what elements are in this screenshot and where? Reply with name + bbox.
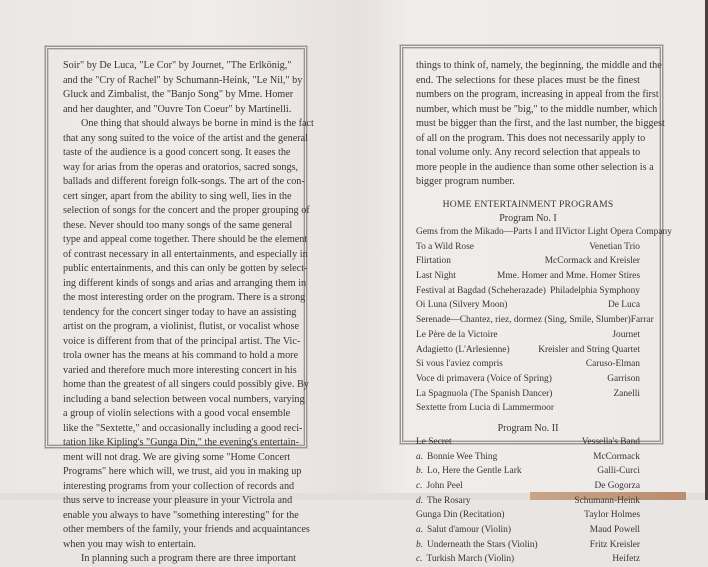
program-2-list [416, 435, 640, 567]
program-item-title-wrap [416, 343, 510, 358]
text-line: home than the greatest of all singers could possibly give. By [63, 379, 309, 390]
text-line: Soir" by De Luca, "Le Cor" by Journet, "The Erlkönig," [63, 60, 292, 71]
text-line: way for arias from the operas and oratorios, sacred songs, [63, 161, 299, 173]
program-item [416, 523, 640, 538]
program-item [416, 464, 640, 479]
program-item [416, 538, 640, 553]
text-line: tonal volume only. Any record selection that appeals to [416, 147, 641, 158]
text-line: that any song suited to the voice of the artist and the general [63, 132, 308, 144]
text-line: must be bigger than the first, and the last number, the biggest [416, 118, 665, 129]
program-2-title: Program No. II [497, 422, 559, 434]
program-item [416, 343, 640, 358]
right-page-text [416, 59, 672, 567]
program-item-title-wrap [416, 552, 514, 567]
program-item-title: Oi Luna (Silvery Moon) [416, 300, 508, 311]
program-item-title: The Rosary [427, 495, 471, 506]
text-line: number, which must be "big," to the middle number, which [416, 103, 658, 115]
program-item [416, 435, 640, 450]
program-item-title-wrap [416, 479, 463, 494]
text-line: Gluck and Zimbalist, the "Banjo Song" by Mme. Homer [63, 89, 294, 100]
text-line: the most interesting order on the program. There is a strong [63, 292, 306, 303]
program-item-title-wrap [416, 269, 456, 284]
text-line: varied and therefore much more interesting concert in his [63, 364, 297, 376]
program-item-title: Voce di primavera (Voice of Spring) [416, 373, 552, 384]
text-line: tendency for the concert singer today to have an assisting [63, 306, 297, 318]
program-item-title: Festival at Bagdad (Scheherazade) [416, 285, 546, 296]
program-item-artist: Caruso-Elman [585, 359, 640, 370]
program-item [416, 313, 654, 328]
program-item-title: La Spagnuola (The Spanish Dancer) [416, 388, 553, 399]
programs-heading: HOME ENTERTAINMENT PROGRAMS [442, 198, 614, 210]
program-item-title: Sextette from Lucia di Lammermoor [416, 403, 554, 414]
program-item-title: Salut d'amour (Violin) [427, 525, 511, 536]
program-item [416, 387, 640, 402]
text-line: including a band selection between vocal numbers, varying [63, 393, 305, 405]
text-line: when you may wish to entertain. [63, 538, 196, 550]
program-item [416, 372, 640, 387]
text-line: of all on the program. This does not necessarily apply to [416, 132, 646, 144]
program-item-artist: McCormack and Kreisler [544, 256, 640, 267]
program-item [416, 357, 640, 372]
program-item-title-wrap [416, 328, 498, 343]
text-line: cert singer, apart from the ability to sing well, lies in the [63, 190, 292, 202]
program-item-artist: Philadelphia Symphony [550, 285, 640, 296]
text-line: interesting programs from your collection of records and [63, 480, 295, 492]
text-line: One thing that should always be borne in mind is the fact [81, 118, 314, 129]
program-item-title-wrap [416, 538, 538, 553]
text-line: and the "Cry of Rachel" by Schumann-Heink, "Le Nil," by [63, 74, 303, 86]
program-item-artist: Venetian Trio [589, 241, 640, 252]
program-item-title-wrap [416, 435, 452, 450]
program-item-title-wrap [416, 298, 507, 313]
program-item-title-wrap [416, 357, 503, 372]
program-item-artist: Journet [612, 329, 640, 340]
program-item-title-wrap [416, 508, 505, 523]
program-item-title: Lo, Here the Gentle Lark [427, 466, 522, 477]
text-line: things to think of, namely, the beginning, the middle and the [416, 60, 662, 71]
program-item-artist: Fritz Kreisler [589, 539, 640, 550]
text-line: of contrast necessary in all entertainments, and especially in [63, 248, 308, 260]
text-line: artist on the program, a violinist, flutist, or vocalist whose [63, 321, 299, 332]
text-line: Programs" here which will, we trust, aid you in making up [63, 466, 302, 477]
program-item-title-wrap [416, 401, 554, 416]
program-item-artist: Victor Light Opera Company [561, 227, 672, 237]
text-line: enable you always to have "something interesting" for the [63, 509, 299, 521]
program-item [416, 284, 640, 299]
program-1-list [416, 225, 672, 416]
program-item-title-wrap [416, 254, 451, 269]
program-item-artist: De Gogorza [594, 481, 640, 491]
program-item-title: Turkish March (Violin) [426, 554, 515, 565]
program-item [416, 225, 672, 240]
text-line: numbers on the program, increasing in appeal from the first [416, 89, 659, 100]
program-item-title: Flirtation [416, 256, 451, 267]
program-item-title-wrap [416, 494, 471, 509]
program-item-title: John Peel [426, 481, 463, 491]
program-item-artist: De Luca [607, 300, 640, 311]
text-line: ment will not drag. We are giving some "Home Concert [63, 451, 291, 463]
text-line: voice is different from that of the principal artist. The Vic- [63, 335, 301, 347]
program-item-title: Gunga Din (Recitation) [416, 510, 505, 521]
program-item-title-wrap [416, 450, 497, 465]
item-letter: a. [416, 525, 424, 536]
program-item [416, 479, 640, 494]
program-item-title: Adagietto (L'Arlesienne) [416, 344, 510, 355]
program-item-artist: Taylor Holmes [584, 510, 640, 521]
program-1-title: Program No. I [499, 213, 557, 224]
text-line: public entertainments, and this can only be gotten by select- [63, 263, 308, 274]
program-item-title: Si vous l'aviez compris [416, 359, 503, 370]
text-line: thus serve to increase your pleasure in your Victrola and [63, 495, 293, 506]
program-item [416, 298, 640, 313]
intro-paragraph [416, 59, 665, 190]
program-item-title: Serenade—Chantez, riez, dormez (Sing, Smile, Slumber) [416, 315, 631, 326]
text-line: selection of songs for the concert and the proper grouping of [63, 205, 310, 216]
item-letter: b. [416, 539, 424, 550]
text-line: ing different kinds of songs and arias and arranging them in [63, 277, 307, 289]
text-line: taste of the audience is a good concert song. It eases the [63, 147, 291, 158]
text-line: other members of the family, your friends and acquaintances [63, 524, 310, 535]
item-letter: d. [416, 495, 424, 506]
program-item-artist: Vessella's Band [581, 436, 640, 447]
item-letter: a. [416, 451, 424, 462]
item-letter: c. [416, 481, 423, 491]
text-line: end. The selections for these places must be the finest [416, 74, 640, 86]
item-letter: b. [416, 466, 424, 477]
program-item [416, 254, 640, 269]
program-item [416, 508, 640, 523]
text-line: like the "Sextette," and occasionally including a good reci- [63, 422, 303, 434]
text-line: ballads and different foreign folk-songs. The art of the con- [63, 176, 305, 187]
text-line: In planning such a program there are three important [81, 553, 296, 564]
text-line: a group of violin selections with a good vocal ensemble [63, 408, 291, 419]
program-item-title: Le Père de la Victoire [416, 329, 498, 340]
program-item-artist: Farrar [630, 315, 654, 326]
program-item-artist: Mme. Homer and Mme. Homer Stires [497, 271, 640, 282]
program-item-title: Le Secret [416, 436, 452, 447]
program-item-title-wrap [416, 225, 562, 240]
program-item-artist: Galli-Curci [597, 466, 640, 477]
program-item-title-wrap [416, 240, 474, 255]
program-item-artist: Schumann-Heink [574, 495, 640, 506]
program-item-artist: Heifetz [612, 554, 640, 565]
program-item-artist: Zanelli [613, 388, 640, 399]
text-line: type and appeal come together. There should be the element [63, 234, 308, 245]
program-item-title: Underneath the Stars (Violin) [427, 539, 538, 550]
program-item-title: Last Night [416, 271, 456, 282]
text-line: trola owner has the means at his command to hold a more [63, 350, 299, 361]
left-page-text [63, 59, 314, 567]
program-item [416, 552, 640, 567]
program-item [416, 450, 640, 465]
program-item-artist: Maud Powell [589, 525, 640, 536]
program-item-artist: Kreisler and String Quartet [538, 344, 640, 355]
program-item-title-wrap [416, 464, 522, 479]
item-letter: c. [416, 554, 423, 565]
program-item [416, 240, 640, 255]
program-item [416, 269, 640, 284]
program-item-title-wrap [416, 387, 552, 402]
program-item [416, 494, 640, 509]
program-item-title: Bonnie Wee Thing [427, 451, 498, 462]
program-item-artist: McCormack [593, 451, 640, 462]
program-item [416, 401, 640, 416]
text-line: and her daughter, and "Ouvre Ton Coeur" by Martinelli. [63, 103, 292, 115]
text-line: more people in the audience than some other selection is a [416, 161, 654, 173]
program-item-title: To a Wild Rose [416, 241, 474, 252]
program-item-artist: Garrison [607, 373, 640, 384]
program-item-title-wrap [416, 372, 552, 387]
text-line: tation like Kipling's "Gunga Din," the evening's entertain- [63, 437, 300, 448]
text-line: these. Never should too many songs of the same general [63, 219, 293, 231]
program-item-title-wrap [416, 284, 546, 299]
program-item-title-wrap [416, 313, 631, 328]
program-item-title: Gems from the Mikado—Parts I and II [416, 227, 562, 237]
program-item [416, 328, 640, 343]
program-item-title-wrap [416, 523, 511, 538]
text-line: bigger program number. [416, 176, 515, 187]
